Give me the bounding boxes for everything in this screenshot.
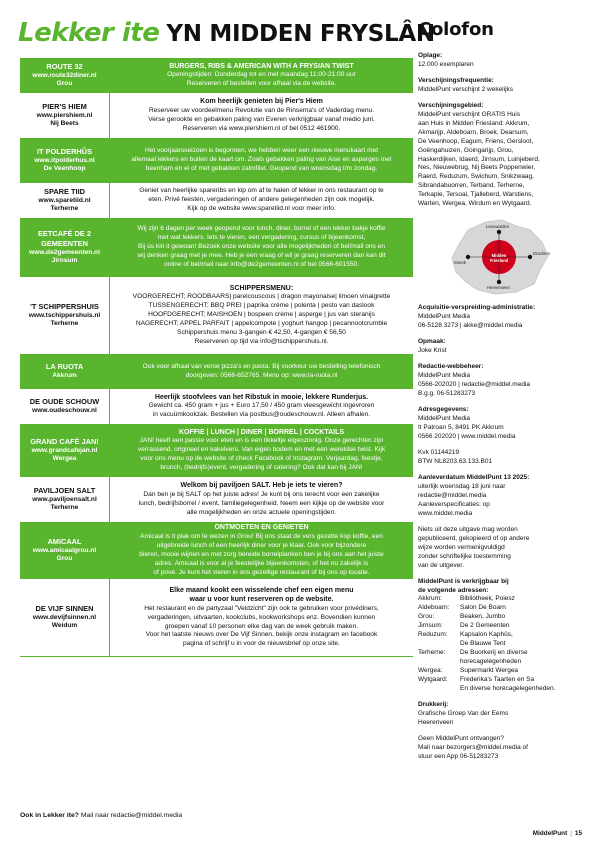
copyright-lines <box>418 526 586 571</box>
text-line: wijze worden vermenigvuldigd <box>418 543 505 551</box>
description-line: alle mogelijkheden en onze actuele openingstijden. <box>186 508 337 516</box>
description-line: JAN! heeft een passie voor eten en is een tikkeltje eigenzinnig. Onze gerechten zijn <box>139 437 384 445</box>
footer-pagination <box>533 830 582 837</box>
restaurant-description <box>110 523 413 578</box>
availability-place: Grou: <box>418 613 435 621</box>
description-line: Dan ben je bij SALT op het juiste adres! Je kunt bij ons terecht voor een zakelijke <box>143 490 380 498</box>
description-line: BURGERS, RIBS & AMERICAN WITH A FRYSIAN TWIST <box>169 62 354 70</box>
deadline-lines <box>418 483 586 519</box>
not-received-section <box>418 735 586 762</box>
availability-address: Salon De Boarn <box>460 604 506 612</box>
restaurant-name: DE VIJF SINNEN <box>35 603 94 613</box>
not-received-heading: Geen MiddelPunt ontvangen? <box>418 735 505 743</box>
address-lines <box>418 415 586 442</box>
text-line: Akmarijp, Aldeboarn, Broek, Dearsum, <box>418 128 529 136</box>
description-line: Ook voor afhaal van verse pizza's en pasta. Bij voorkeur uw bestelling telefonisch <box>142 362 381 370</box>
text-line: www.middel.media <box>418 509 473 517</box>
availability-place: Wergea: <box>418 667 443 675</box>
colofon <box>418 18 586 769</box>
oplage-heading: Oplage: <box>418 51 443 59</box>
map-label-center: Midden Friesland <box>489 253 509 264</box>
deadline-section <box>418 474 586 519</box>
description-line: in vacuümkookzak. Bestellen via postbus@oudeschouw.nl. Alleen afhalen. <box>152 411 371 419</box>
address-section <box>418 406 586 442</box>
deadline-heading: Aanleverdatum MiddelPunt 13 2025: <box>418 473 530 481</box>
oplage-section <box>418 52 586 70</box>
description-line: doorgeven: 0566-652765. Menu op: www.la-ruota.nl <box>185 371 338 379</box>
restaurant-description <box>110 389 413 424</box>
description-line: uitgebreide lunch of een heerlijk diner voor je klaar. Ook voor bijzondere <box>156 541 367 549</box>
restaurant-place: Terherne <box>50 205 79 213</box>
description-line: bieren, mooie wijnen en met zorg bereide borrelplanken ben je bij ons aan het juiste <box>139 550 384 558</box>
map-label-leeuwarden: Leeuwarden <box>486 224 510 230</box>
address-heading: Adresgegevens: <box>418 406 469 414</box>
text-line: Raerd, Reduzum, Swichum, Snikzwaag, <box>418 173 534 181</box>
description-line: Kom heerlijk genieten bij Pier's Hiem <box>200 98 323 106</box>
region-map <box>444 216 554 296</box>
restaurant-name: GRAND CAFÉ JAN! <box>30 436 99 446</box>
availability-place: Akkrum: <box>418 595 442 603</box>
text-line: It Patroan 5, 8491 PK Akkrum <box>418 423 504 431</box>
description-line: adres. Amicaal is voor al je feestelijke bijeenkomsten, of het nu zakelijk is <box>154 559 369 567</box>
availability-place: Jirnsum: <box>418 622 443 630</box>
restaurant-description <box>110 477 413 522</box>
text-line: zonder schriftelijke toestemming <box>418 552 511 560</box>
description-line: VOORGERECHT; ROODBAARS| parelcouscous | dragon mayonaise| limoen vinaigrette <box>132 293 391 301</box>
map-label-heerenveen: Heerenveen <box>487 285 510 291</box>
restaurant-name: IT POLDERHÛS <box>36 146 93 156</box>
description-line: brunch, (bedrijfs)event, vergadering of catering? Ook dat kan bij JAN! <box>160 464 363 472</box>
description-line: HOOFDGERECHT; MAISHOEN | bospeen crème | asperge | jus van steranijs <box>148 311 375 319</box>
copyright-section <box>418 526 586 571</box>
printer-heading: Drukkerij: <box>418 701 449 709</box>
restaurant-name: SPARE TIID <box>44 186 85 196</box>
restaurant-description <box>110 355 413 388</box>
description-line: Elke maand kookt een wisselende chef een eigen menu <box>169 586 354 594</box>
text-line: De Veenhoop, Eagum, Friens, Gersloot, <box>418 137 534 145</box>
footer-contact <box>20 812 182 819</box>
restaurant-row <box>20 355 413 389</box>
frequency-section <box>418 77 586 95</box>
restaurant-name: PIER'S HIEM <box>42 101 87 111</box>
area-section <box>418 102 586 210</box>
availability-address: horecagelegenheden <box>460 658 522 666</box>
text-line: gepubliceerd, gekopieerd of op andere <box>418 534 530 542</box>
description-line: Het restaurant en de partyzaal "Veldzicht" zijn ook te gebruiken voor privédiners, <box>144 604 379 612</box>
restaurant-row <box>20 523 413 579</box>
description-line: Gewicht ca. 450 gram + jus + Euro 17,50 / 450 gram vleesgewicht ingevroren <box>148 402 375 410</box>
description-line: online of bel/mail naar info@de2gemeenten.nl of bel 0566-601550. <box>163 260 360 268</box>
editorial-section <box>418 363 586 399</box>
map-label-drachten: Drachten <box>533 251 550 257</box>
description-line: TUSSENGERECHT; BBQ PREI | paprika crème | polenta | pesto van daslook <box>148 302 375 310</box>
description-line: Reserveer uw voordeelmenu Revolutie van de Rinsema's of Vaderdag menu. <box>148 106 375 114</box>
text-line: Mail naar bezorgers@middel.media of <box>418 744 528 752</box>
description-line: verrassend, origineel en kakelvers. Van eigen bodem en met een wereldse twist. Kijk <box>137 446 386 454</box>
description-line: vergaderingen, uitvaarten, kookclubs, kookworkshops enz. Bovendien kunnen <box>147 613 376 621</box>
restaurant-row <box>20 579 413 657</box>
availability-address: De Blauwe Tent <box>460 640 506 648</box>
text-line: Haskerdijken, Idaerd, Jirnsum, Luinjeberd, <box>418 155 540 163</box>
text-line: BTW NL8203.63.133.B01 <box>418 457 493 465</box>
text-line: MiddelPunt is verkrijgbaar bij <box>418 577 509 585</box>
restaurant-row <box>20 425 413 477</box>
description-line: Verse gerookte en gebakken paling van Everen verkrijgbaar vanaf medio juni. <box>148 115 375 123</box>
footer-brand: MiddelPunt <box>532 830 568 837</box>
restaurant-place: Nij Beets <box>50 120 79 128</box>
restaurant-table <box>20 58 413 657</box>
layout-value: Joke Krist <box>418 347 447 355</box>
layout-section <box>418 338 586 356</box>
description-line: KOFFIE | LUNCH | DINER | BORREL | COCKTAILS <box>178 428 345 436</box>
text-line: van de uitgever. <box>418 561 464 569</box>
description-line: of privé. Je kunt het vieren in ons gezellige restaurant of bij ons op locatie. <box>153 568 370 576</box>
availability-place: Reduzum: <box>418 631 448 639</box>
description-line: Amicaal is it plak om te wezen in Grou! Bij ons staat de vers gezette kop koffie, een <box>140 532 383 540</box>
frequency-value: MiddelPunt verschijnt 2 wekelijks <box>418 85 514 93</box>
text-line: 0566 202020 | www.middel.media <box>418 432 516 440</box>
text-line: aan Huis in Midden Friesland: Akkrum, <box>418 119 530 127</box>
availability-heading <box>418 578 586 596</box>
text-line: MiddelPunt Media <box>418 313 471 321</box>
restaurant-place: Terherne <box>50 320 79 328</box>
restaurant-url[interactable]: www.oudeschouw.nl <box>32 407 97 415</box>
restaurant-url[interactable]: www.amicaalgrou.nl <box>32 546 97 554</box>
availability-table <box>418 595 586 694</box>
text-line: Warten, Wergea, Wirdum en Wytgaard. <box>418 200 532 208</box>
restaurant-name: LA RUOTA <box>45 362 84 372</box>
availability-address: Frederika's Taarten en Sa <box>460 676 535 684</box>
description-line: Reserveren of bestellen voor afhaal via de website. <box>186 80 337 88</box>
footer-separator: | <box>570 830 572 837</box>
text-line: Sibrandabuorren, Terband, Terherne, <box>418 182 525 190</box>
restaurant-row <box>20 477 413 523</box>
restaurant-name-cell <box>20 139 110 182</box>
description-line: wij denken graag met je mee. Heb je een vraag of wil je graag reserveren dan kan dit <box>137 251 386 259</box>
text-line: MiddelPunt verschijnt GRATIS Huis <box>418 110 521 118</box>
text-line: Goëngahuizen, Goingarijp, Grou, <box>418 146 514 154</box>
availability-place <box>418 640 460 649</box>
restaurant-place: Jirnsum <box>51 257 78 265</box>
description-line: Heerlijk stoofvlees van het Ribstuk in mooie, lekkere Runderjus. <box>154 393 369 401</box>
restaurant-url[interactable]: www.paviljoensalt.nl <box>32 495 97 503</box>
availability-section <box>418 578 586 695</box>
printer-lines <box>418 710 586 728</box>
restaurant-name-cell <box>20 355 110 388</box>
availability-address: De 2 Gemeenten <box>460 622 510 630</box>
area-heading: Verschijningsgebied: <box>418 101 484 109</box>
acquisition-lines <box>418 313 586 331</box>
restaurant-url[interactable]: www.de2gemeenten.nl <box>29 248 100 256</box>
restaurant-url[interactable]: www.piershiem.nl <box>36 111 93 119</box>
description-line: pagina of schrijf u in voor de nieuwsbrief op onze site. <box>183 640 340 648</box>
restaurant-name-cell <box>20 219 110 276</box>
availability-place <box>418 685 460 694</box>
restaurant-description <box>110 59 413 92</box>
text-line: Grafische Groep Van der Eems <box>418 710 509 718</box>
restaurant-name: DE OUDE SCHOUW <box>29 397 100 407</box>
availability-place: Terherne: <box>418 649 446 657</box>
description-line: Bij ús kin it gewoan! Bezoek onze website voor alle mogelijkheden of bel/mail ons en <box>137 243 386 251</box>
description-line: voor ons menu op de website of check Facebook of Instagram. Verjaardag, feestje, <box>140 455 383 463</box>
description-line: eten. Privé feesten, vergaderingen of andere gelegenheden zijn ook mogelijk. <box>148 196 375 204</box>
text-line: MiddelPunt Media <box>418 415 471 423</box>
page-number: 15 <box>574 830 582 837</box>
availability-place: Wytgaard: <box>418 676 448 684</box>
restaurant-url[interactable]: www.route32diner.nl <box>32 71 97 79</box>
description-line: Welkom bij paviljoen SALT. Heb je iets te vieren? <box>180 482 343 490</box>
restaurant-url[interactable]: www.tschippershuis.nl <box>28 311 101 319</box>
availability-place <box>418 658 460 667</box>
acquisition-heading: Acquisitie-verspreiding-administratie: <box>418 304 536 312</box>
description-line: SCHIPPERSMENU: <box>229 284 294 292</box>
restaurant-url[interactable]: www.devijfsinnen.nl <box>32 613 97 621</box>
description-line: Het voorjaarsseizoen is begonnen, we hebben weer een nieuwe menukaart met <box>144 147 379 155</box>
restaurant-name-cell <box>20 277 110 354</box>
restaurant-name: AMICAAL <box>47 536 82 546</box>
text-line: de volgende adressen: <box>418 586 489 594</box>
restaurant-name: 'T SCHIPPERSHUIS <box>30 301 99 311</box>
availability-address: En diverse horecagelegenheden. <box>460 685 556 693</box>
restaurant-name: EETCAFÉ DE 2 GEMEENTEN <box>38 228 91 248</box>
description-line: Openingstijden: Donderdag tot en met maandag 11:00-21:00 uur <box>167 71 356 79</box>
restaurant-place: Akkrum <box>52 372 77 380</box>
description-line: beenham en ei of met gebakken zalmfilet. Geopend van woensdag t/m zondag. <box>145 164 378 172</box>
restaurant-name: ROUTE 32 <box>46 61 83 71</box>
text-line: Kvk 01144219 <box>418 448 460 456</box>
region-title: YN MIDDEN FRYSLÂN <box>166 21 435 47</box>
restaurant-row <box>20 93 413 139</box>
restaurant-url[interactable]: www.itpolderhus.nl <box>34 156 95 164</box>
availability-place: Aldeboarn: <box>418 604 450 612</box>
description-line: NAGERECHT; APPEL PARFAIT | appelcompote | yoghurt hangop | pecannootcrumble <box>135 320 388 328</box>
acquisition-section <box>418 304 586 331</box>
text-line: Aanleverspecificaties: op <box>418 500 490 508</box>
description-line: Reserveren op tijd via info@tschippershuis.nl. <box>194 338 329 346</box>
restaurant-place: De Veenhoop <box>43 165 86 173</box>
text-line: Heerenveen <box>418 719 454 727</box>
restaurant-name-cell <box>20 523 110 578</box>
description-line: Geniet van heerlijke spareribs en kip om af te halen of lekker in ons restaurant op te <box>139 187 384 195</box>
not-received-lines <box>418 744 586 762</box>
restaurant-place: Terherne <box>50 504 79 512</box>
description-line: waar u voor kunt reserveren op de website. <box>189 596 334 604</box>
description-line: Wij zijn 6 dagen per week geopend voor lunch, diner, borrel of een lekker bakje koffie <box>137 225 386 233</box>
restaurant-place: Wergea <box>52 455 77 463</box>
text-line: 0566-202020 | redactie@middel.media <box>418 381 530 389</box>
brand-title: Lekker ite <box>18 18 160 48</box>
description-line: lunch, bedrijfsborrel / event, familiegelegenheid. Neem een kijkje op de website voor <box>138 499 385 507</box>
text-line: MiddelPunt Media <box>418 372 471 380</box>
frequency-heading: Verschijningsfrequentie: <box>418 76 494 84</box>
description-line: Kijk op de website www.sparetiid.nl voor meer info. <box>187 204 336 212</box>
restaurant-description <box>110 183 413 218</box>
restaurant-name-cell <box>20 59 110 92</box>
text-line: Terkaple, Tersoal, Tjalleberd, Warstiens, <box>418 191 534 199</box>
availability-address: De Buorkerij en diverse <box>460 649 528 657</box>
map-label-sneek: Sneek <box>454 260 466 266</box>
kvk-lines <box>418 449 586 467</box>
restaurant-place: Grou <box>56 555 73 563</box>
description-line: Voor het laatste nieuws over De Vijf Sinnen, bekijk onze instagram en facebook <box>145 631 378 639</box>
colofon-title: Colofon <box>418 19 494 40</box>
editorial-heading: Redactie-webbeheer: <box>418 363 484 371</box>
availability-address: Bibliotheek, Poiesz <box>460 595 515 603</box>
footer-mail-text: Mail naar redactie@middel.media <box>78 812 183 819</box>
restaurant-row <box>20 389 413 425</box>
description-line: allemaal lekkers en buiten de kaart om. Zoals gebakken paling van Aise en asperges met <box>131 156 392 164</box>
description-line: met wat lekkers. Iets te vieren, een vergadering, cursus of bijeenkomst, <box>157 234 366 242</box>
area-lines <box>418 111 586 210</box>
availability-address: Kapsalon Kaphûs, <box>460 631 513 639</box>
editorial-lines <box>418 372 586 399</box>
restaurant-name-cell <box>20 425 110 476</box>
restaurant-name-cell <box>20 93 110 138</box>
restaurant-row <box>20 59 413 93</box>
restaurant-name-cell <box>20 183 110 218</box>
restaurant-name-cell <box>20 477 110 522</box>
restaurant-row <box>20 277 413 355</box>
footer-prefix: Ook in Lekker ite? <box>20 812 79 819</box>
description-line: Reserveren via www.piershiem.nl of bel 0512 461900. <box>182 124 341 132</box>
description-line: ONTMOETEN EN GENIETEN <box>214 524 309 532</box>
restaurant-name-cell <box>20 579 110 656</box>
restaurant-description <box>110 579 413 656</box>
text-line: Niets uit deze uitgave mag worden <box>418 525 518 533</box>
oplage-value: 12.000 exemplaren <box>418 60 474 68</box>
availability-address: Supermarkt Wergea <box>460 667 519 675</box>
text-line: B.g.g. 06-51283273 <box>418 390 476 398</box>
restaurant-name: PAVILJOEN SALT <box>33 485 96 495</box>
text-line: stuur een App 06-51283273 <box>418 752 499 760</box>
restaurant-url[interactable]: www.sparetiid.nl <box>38 196 91 204</box>
restaurant-description <box>110 425 413 476</box>
availability-address: Beaken, Jumbo <box>460 613 506 621</box>
restaurant-row <box>20 183 413 219</box>
restaurant-name-cell <box>20 389 110 424</box>
kvk-section <box>418 449 586 467</box>
text-line: uiterlijk woensdag 18 juni naar <box>418 482 506 490</box>
description-line: groepen vanaf 10 personen elke dag van de week gebruik maken. <box>164 622 359 630</box>
text-line: 06-5128 3273 | akke@middel.media <box>418 322 523 330</box>
restaurant-row <box>20 139 413 183</box>
restaurant-description <box>110 139 413 182</box>
text-line: redactie@middel.media <box>418 491 487 499</box>
printer-section <box>418 701 586 728</box>
restaurant-description <box>110 219 413 276</box>
restaurant-place: Weidum <box>51 622 78 630</box>
layout-heading: Opmaak: <box>418 338 446 346</box>
restaurant-place: Grou <box>56 80 73 88</box>
text-line: Nes, Nieuwebrug, Nij Beets Poppenwier, <box>418 164 536 172</box>
restaurant-row <box>20 219 413 277</box>
restaurant-url[interactable]: www.grandcafejan.nl <box>31 446 98 454</box>
description-line: Schippershuis menu 3-gangen € 42,50, 4-gangen € 56,50 <box>177 329 346 337</box>
restaurant-description <box>110 277 413 354</box>
restaurant-description <box>110 93 413 138</box>
